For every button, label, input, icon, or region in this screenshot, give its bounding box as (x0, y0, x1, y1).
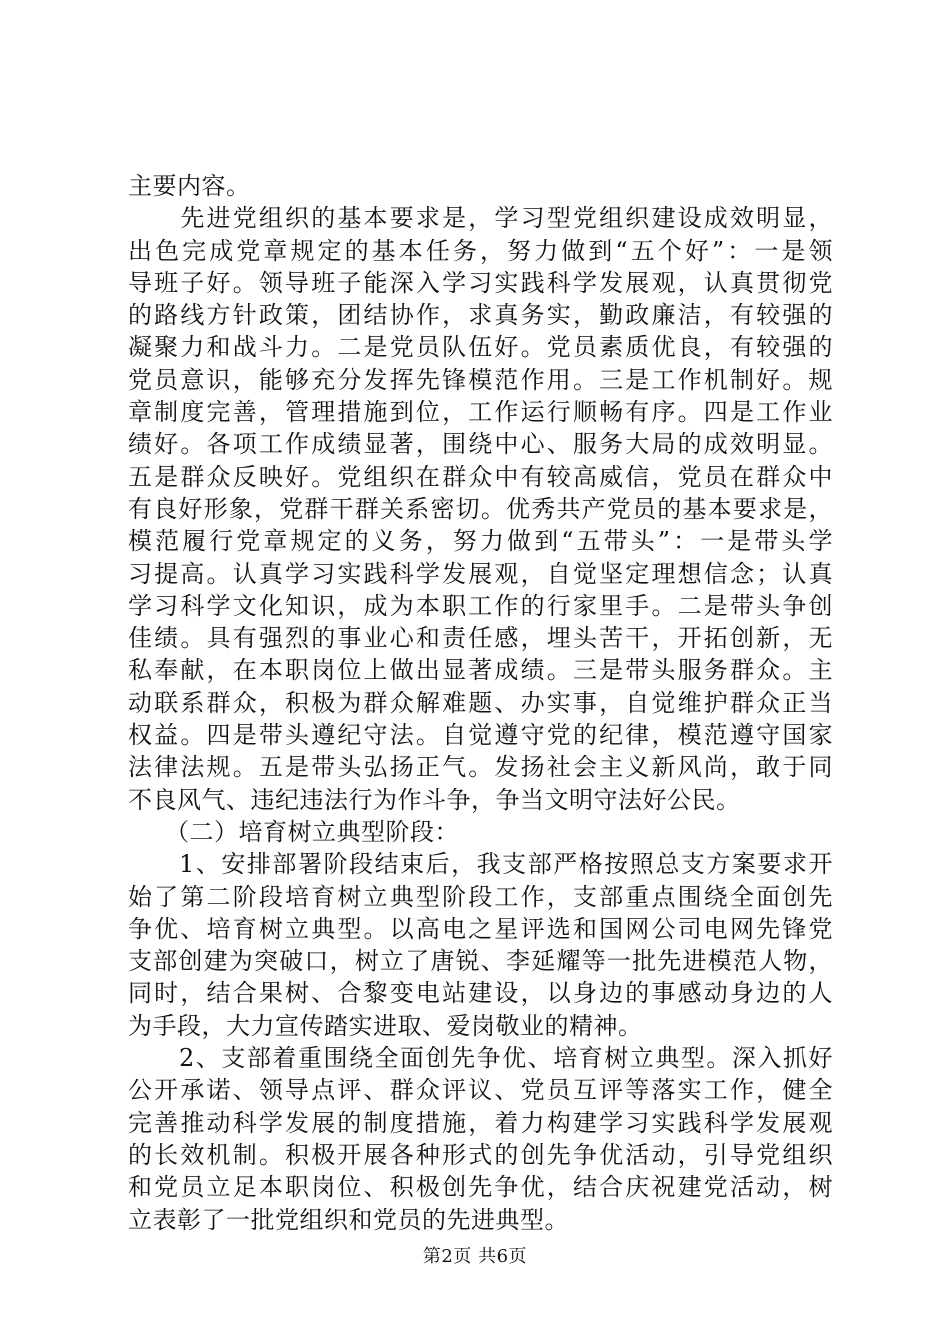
text-line: 的路线方针政策，团结协作，求真务实，勤政廉洁，有较强的 (128, 301, 833, 330)
section-heading: （二）培育树立典型阶段： (128, 817, 459, 846)
text-line: 立表彰了一批党组织和党员的先进典型。 (128, 1205, 569, 1234)
text-line: 导班子好。领导班子能深入学习实践科学发展观，认真贯彻党 (128, 268, 833, 297)
text-line: 不良风气、违纪违法行为作斗争，争当文明守法好公民。 (128, 785, 741, 814)
text-line: 1、安排部署阶段结束后，我支部严格按照总支方案要求开 (128, 850, 833, 879)
text-line: 公开承诺、领导点评、群众评议、党员互评等落实工作，健全 (128, 1076, 833, 1105)
text-line: 习提高。认真学习实践科学发展观，自觉坚定理想信念；认真 (128, 559, 833, 588)
text-line: 党员意识，能够充分发挥先锋模范作用。三是工作机制好。规 (128, 365, 833, 394)
text-line: 完善推动科学发展的制度措施，着力构建学习实践科学发展观 (128, 1108, 833, 1137)
text-line: 权益。四是带头遵纪守法。自觉遵守党的纪律，模范遵守国家 (128, 721, 833, 750)
page-footer: 第2页 共6页 (422, 1246, 528, 1267)
text-line: 先进党组织的基本要求是，学习型党组织建设成效明显， (128, 204, 833, 233)
text-line: 同时，结合果树、合黎变电站建设，以身边的事感动身边的人 (128, 979, 833, 1008)
text-line: 五是群众反映好。党组织在群众中有较高威信，党员在群众中 (128, 462, 833, 491)
text-line: 支部创建为突破口，树立了唐锐、李延耀等一批先进模范人物， (128, 947, 833, 976)
text-line: 佳绩。具有强烈的事业心和责任感，埋头苦干，开拓创新，无 (128, 624, 833, 653)
text-line: 和党员立足本职岗位、积极创先争优，结合庆祝建党活动，树 (128, 1173, 833, 1202)
text-line: 绩好。各项工作成绩显著，围绕中心、服务大局的成效明显。 (128, 430, 833, 459)
document-body (128, 170, 833, 1236)
text-line: 私奉献，在本职岗位上做出显著成绩。三是带头服务群众。主 (128, 656, 833, 685)
text-line: 学习科学文化知识，成为本职工作的行家里手。二是带头争创 (128, 591, 833, 620)
text-line: 出色完成党章规定的基本任务，努力做到“五个好”：一是领 (128, 236, 833, 265)
text-line: 的长效机制。积极开展各种形式的创先争优活动，引导党组织 (128, 1140, 833, 1169)
text-line: 争优、培育树立典型。以高电之星评选和国网公司电网先锋党 (128, 914, 833, 943)
text-line: 法律法规。五是带头弘扬正气。发扬社会主义新风尚，敢于同 (128, 753, 833, 782)
text-line: 主要内容。 (128, 172, 251, 200)
text-line: 动联系群众，积极为群众解难题、办实事，自觉维护群众正当 (128, 688, 833, 717)
text-line: 始了第二阶段培育树立典型阶段工作，支部重点围绕全面创先 (128, 882, 833, 911)
text-line: 2、支部着重围绕全面创先争优、培育树立典型。深入抓好 (128, 1044, 833, 1073)
text-line: 模范履行党章规定的义务，努力做到“五带头”：一是带头学 (128, 527, 833, 556)
text-line: 有良好形象，党群干群关系密切。优秀共产党员的基本要求是， (128, 494, 833, 523)
text-line: 章制度完善，管理措施到位，工作运行顺畅有序。四是工作业 (128, 398, 833, 427)
text-line: 凝聚力和战斗力。二是党员队伍好。党员素质优良，有较强的 (128, 333, 833, 362)
text-line: 为手段，大力宣传踏实进取、爱岗敬业的精神。 (128, 1011, 643, 1040)
